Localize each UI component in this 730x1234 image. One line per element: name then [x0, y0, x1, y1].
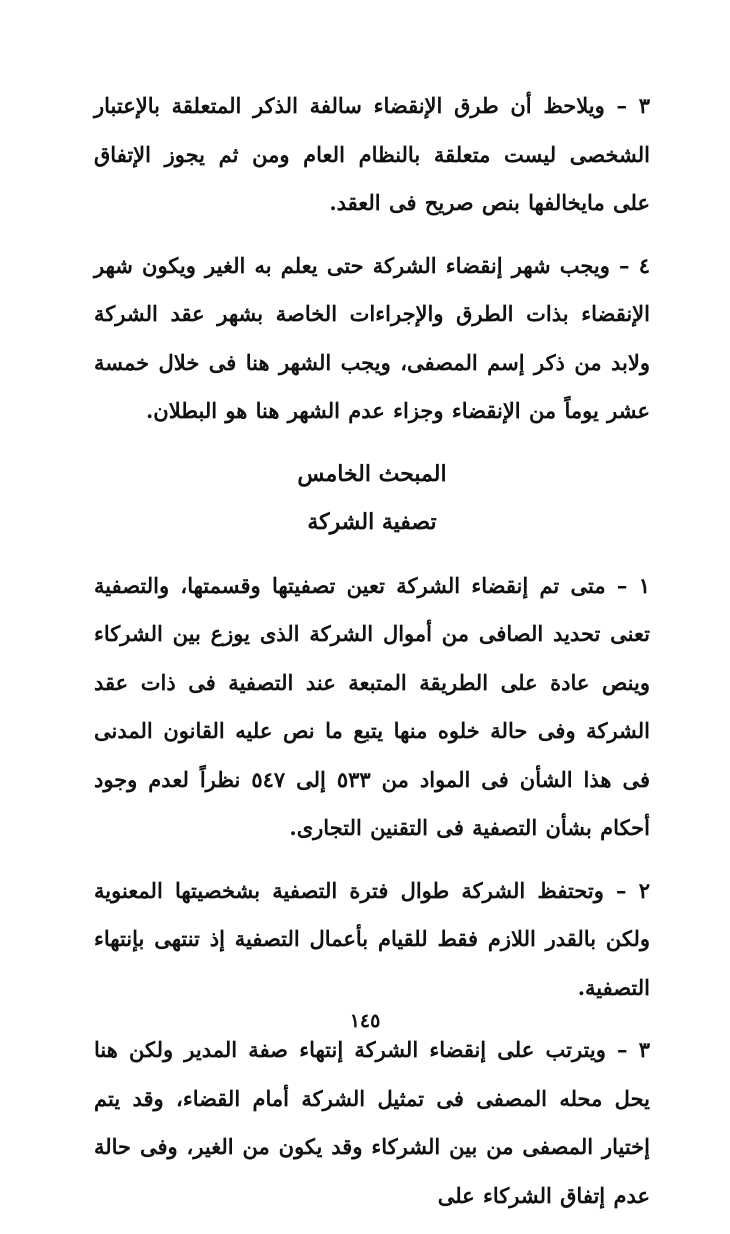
- section-heading: المبحث الخامس: [297, 460, 447, 487]
- section-subject: تصفية الشركة: [307, 508, 437, 535]
- paragraph-3-liquidator: ٣ – ويترتب على إنقضاء الشركة إنتهاء صفة المدير ولكن هنا يحل محله المصفى فى تمثيل الشركة أمام القضاء، وقد يتم إختيار المصفى من بين الشركاء وقد يكون من الغير، وفى حالة عدم إتفاق الشركاء على: [94, 1037, 650, 1208]
- paragraph-4-publication-of-dissolution: ٤ – ويجب شهر إنقضاء الشركة حتى يعلم به الغير ويكون شهر الإنقضاء بذات الطرق والإجراءات الخاصة بشهر عقد الشركة ولابد من ذكر إسم المصفى، ويجب الشهر هنا فى خلال خمسة عشر يوماً من الإنقضاء وجزاء عدم الشهر هنا هو البطلان.: [94, 252, 650, 423]
- paragraph-2-legal-personality: ٢ – وتحتفظ الشركة طوال فترة التصفية بشخصيتها المعنوية ولكن بالقدر اللازم فقط للقيام بأعمال التصفية إذ تنتهى بإنتهاء التصفية.: [94, 877, 650, 1000]
- paragraph-1-liquidation: ١ – متى تم إنقضاء الشركة تعين تصفيتها وقسمتها، والتصفية تعنى تحديد الصافى من أموال الشركة الذى يوزع بين الشركاء وينص عادة على الطريقة المتبعة عند التصفية فى ذات عقد الشركة وفى حالة خلوه منها يتبع ما نص عليه القانون المدنى فى هذا الشأن فى المواد من ٥٣٣ إلى ٥٤٧ نظراً لعدم وجود أحكام بشأن التصفية فى التقنين التجارى.: [94, 572, 651, 840]
- page-number: ١٤٥: [349, 1010, 381, 1032]
- page-body: [94, 82, 650, 1234]
- paragraph-3-personal-consideration: ٣ – ويلاحظ أن طرق الإنقضاء سالفة الذكر المتعلقة بالإعتبار الشخصى ليست متعلقة بالنظام العام ومن ثم يجوز الإتفاق على مايخالفها بنص صريح فى العقد.: [94, 93, 650, 215]
